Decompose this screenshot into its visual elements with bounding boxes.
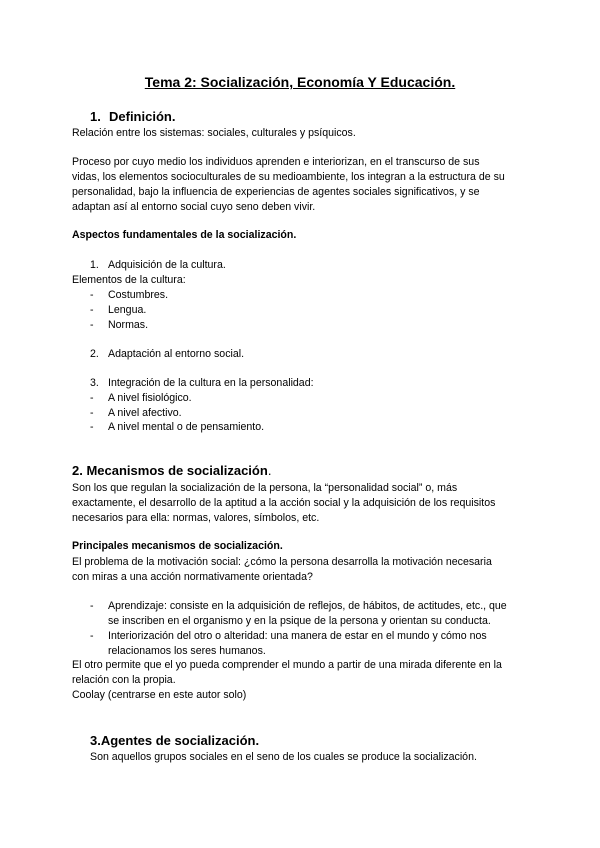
definition-paragraph-line: adaptan así al entorno social cuyo seno deben vivir. [72,201,316,213]
list-item: Costumbres. [108,289,169,301]
dash-bullet: - [90,304,94,316]
mechanism-item-line: Interiorización del otro o alteridad: una manera de estar en el mundo y cómo nos [108,630,487,642]
mechanisms-paragraph-line: exactamente, el desarrollo de la aptitud a la acción social y la adquisición de los requisitos [72,497,496,509]
aspects-title: Aspectos fundamentales de la socialización. [72,229,297,241]
dash-bullet: - [90,630,94,642]
aspect-item: Adquisición de la cultura. [108,259,226,271]
mechanism-item-line: se inscriben en el organismo y en la psique de la persona y orientan su conducta. [108,615,491,627]
dash-bullet: - [90,289,94,301]
list-item: Lengua. [108,304,147,316]
list-item: A nivel fisiológico. [108,392,192,404]
section2-heading-dot: . [267,463,272,478]
mechanisms-paragraph-line: necesarios para ella: normas, valores, símbolos, etc. [72,512,320,524]
list-item: Normas. [108,319,149,331]
coolay-note: Coolay (centrarse en este autor solo) [72,689,247,701]
problem-line: con miras a una acción normativamente orientada? [72,571,313,583]
mechanisms-paragraph-line: Son los que regulan la socialización de la persona, la “personalidad social” o, más [72,482,458,494]
elementos-label: Elementos de la cultura: [72,274,186,286]
list-item: A nivel mental o de pensamiento. [108,421,265,433]
dash-bullet: - [90,600,94,612]
definition-paragraph-line: vidas, los elementos socioculturales de su medioambiente, los integran a la estructura de su [72,171,505,183]
section3-text: Son aquellos grupos sociales en el seno de los cuales se produce la socialización. [90,751,477,763]
definition-paragraph-line: Proceso por cuyo medio los individuos aprenden e interiorizan, en el transcurso de sus [72,156,480,168]
dash-bullet: - [90,407,94,419]
section1-heading: Definición. [109,109,176,124]
page-title: Tema 2: Socialización, Economía Y Educación. [144,74,456,90]
aspect-item: Adaptación al entorno social. [108,348,245,360]
other-paragraph-line: relación con la propia. [72,674,176,686]
dash-bullet: - [90,319,94,331]
definition-paragraph-line: personalidad, bajo la influencia de experiencias de agentes sociales significativos, y se [72,186,480,198]
mechanism-item-line: relacionamos los seres humanos. [108,645,266,657]
problem-line: El problema de la motivación social: ¿cómo la persona desarrolla la motivación necesaria [72,556,492,568]
section1-number: 1. [90,109,101,124]
aspect-number: 2. [90,348,99,360]
mechanism-item-line: Aprendizaje: consiste en la adquisición de reflejos, de hábitos, de actitudes, etc., que [108,600,507,612]
aspect-number: 3. [90,377,99,389]
aspect-number: 1. [90,259,99,271]
section3-heading: 3.Agentes de socialización. [90,733,260,748]
list-item: A nivel afectivo. [108,407,182,419]
dash-bullet: - [90,392,94,404]
dash-bullet: - [90,421,94,433]
other-paragraph-line: El otro permite que el yo pueda comprender el mundo a partir de una mirada diferente en la [72,659,502,671]
section2-heading [72,463,271,478]
aspect-item: Integración de la cultura en la personalidad: [108,377,314,389]
section2-heading-text: 2. Mecanismos de socialización [72,463,268,478]
principal-mechanisms-title: Principales mecanismos de socialización. [72,540,283,552]
section1-intro: Relación entre los sistemas: sociales, culturales y psíquicos. [72,127,356,139]
